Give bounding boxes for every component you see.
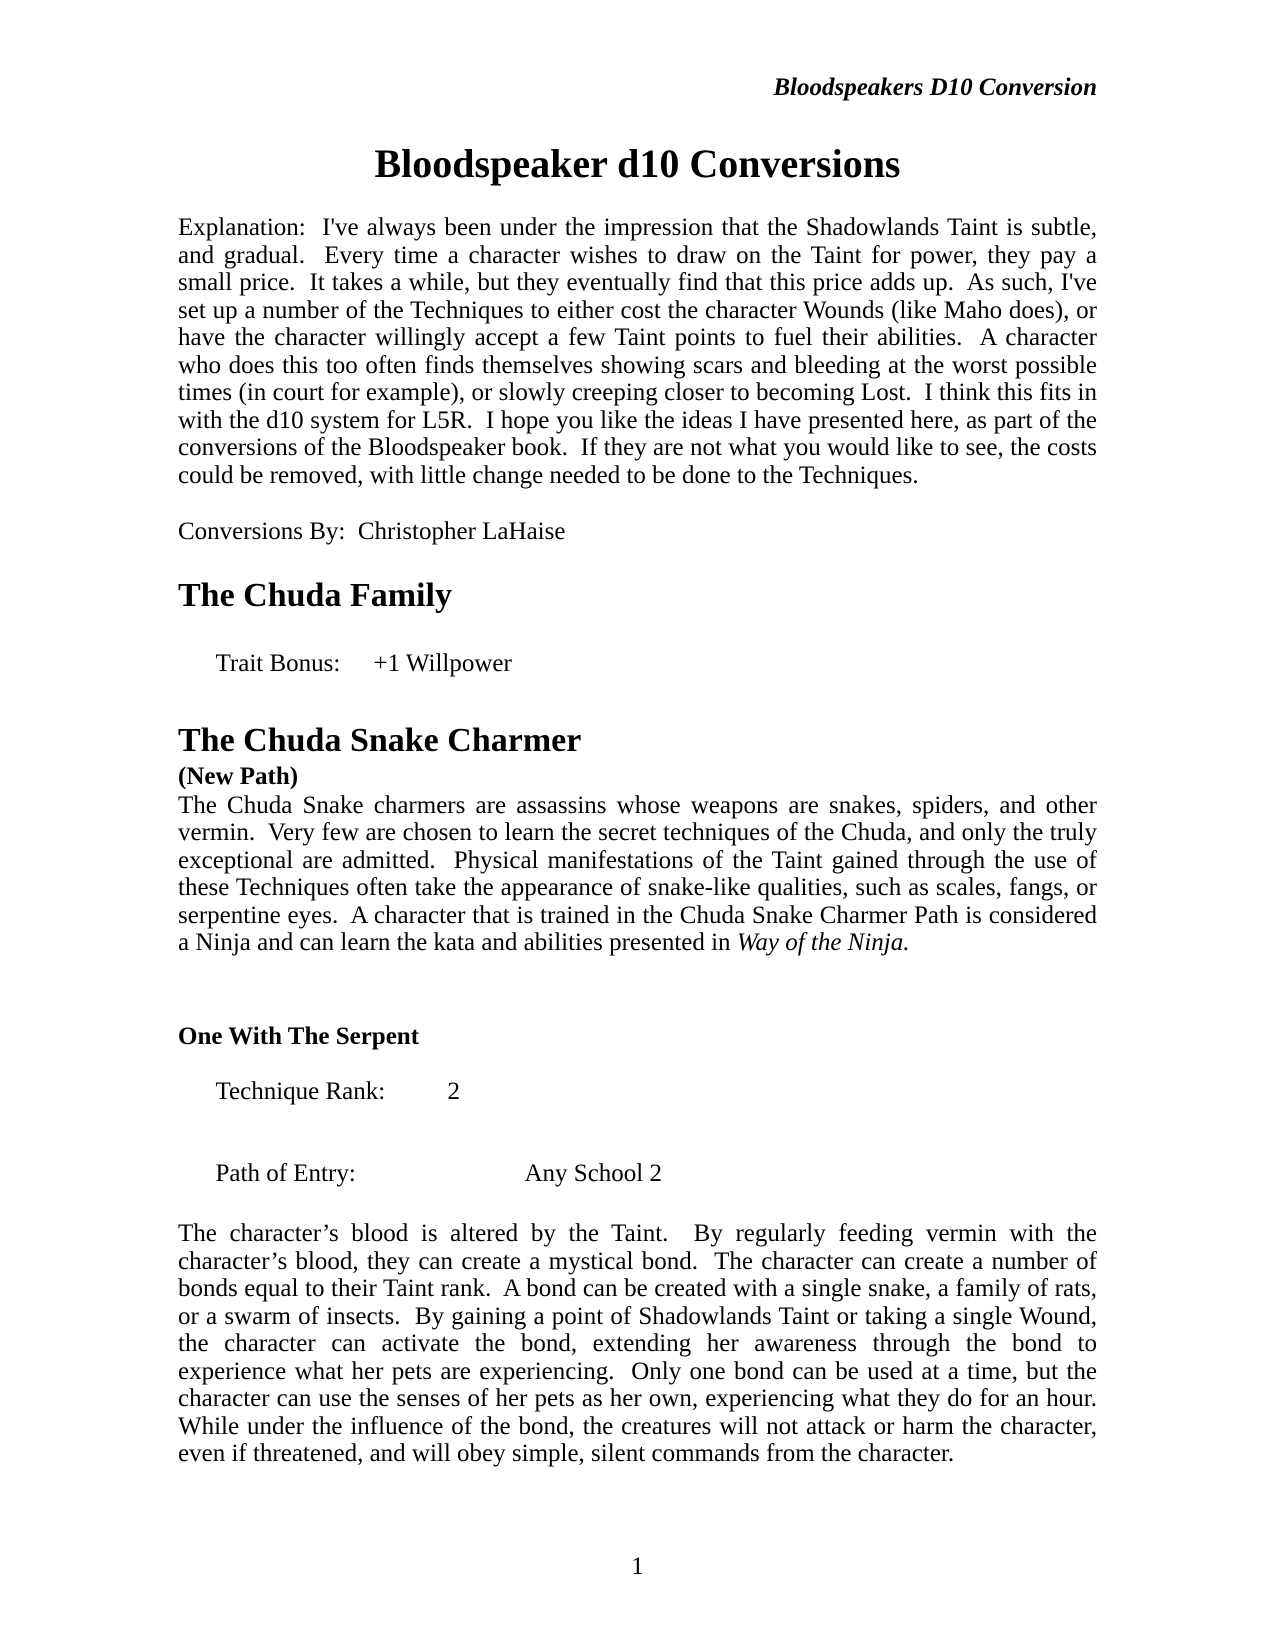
- new-path-subtitle: (New Path): [178, 763, 299, 790]
- path-of-entry-label: Path of Entry:: [215, 1160, 356, 1187]
- book-title-italic: Way of the Ninja.: [736, 929, 910, 956]
- snake-charmer-paragraph: [178, 791, 1104, 957]
- path-of-entry-value: Any School 2: [524, 1160, 662, 1187]
- path-of-entry-row: [178, 1133, 1097, 1216]
- document-content: [178, 0, 1110, 1468]
- technique-paragraph: The character’s blood is altered by the Taint. By regularly feeding vermin with the character’s blood, they can create a mystical bond. The character can create a number of bonds equal to their Taint rank. A bond can be created with a single snake, a family of rats, or a swarm of insects. By gaining a point of Shadowlands Taint or taking a single Wound, the character can activate the bond, extending her awareness through the bond to experience what her pets are experiencing. Only one bond can be used at a time, but the character can use the senses of her pets as her own, experiencing what they do for an hour. While under the influence of the bond, the creatures will not attack or harm the character, even if threatened, and will obey simple, silent commands from the character.: [178, 1220, 1110, 1467]
- technique-rank-row: [178, 1050, 1097, 1133]
- section-heading-chuda-family: The Chuda Family: [178, 576, 452, 614]
- intro-paragraph: Explanation: I've always been under the impression that the Shadowlands Taint is subtle, and gradual. Every time a character wishes to draw on the Taint for power, they pay a small price. It takes a while, but they eventually find that this price adds up. As such, I've set up a number of the Techniques to either cost the character Wounds (like Maho does), or have the character willingly accept a few Taint points to fuel their abilities. A character who does this too often finds themselves showing scars and bleeding at the worst possible times (in court for example), or slowly creeping closer to becoming Lost. I think this fits in with the d10 system for L5R. I hope you like the ideas I have presented here, as part of the conversions of the Bloodspeaker book. If they are not what you would like to see, the costs could be removed, with little change needed to be done to the Techniques.: [178, 214, 1104, 489]
- running-head: Bloodspeakers D10 Conversion: [773, 74, 1097, 101]
- trait-bonus-value: +1 Willpower: [373, 650, 512, 677]
- technique-heading-one-with-serpent: One With The Serpent: [178, 1022, 420, 1050]
- trait-bonus-label: Trait Bonus:: [215, 650, 341, 677]
- byline: Conversions By: Christopher LaHaise: [178, 518, 566, 545]
- trait-bonus-row: [178, 623, 1097, 706]
- technique-rank-value: 2: [447, 1077, 460, 1105]
- section-heading-snake-charmer: The Chuda Snake Charmer: [178, 722, 582, 759]
- document-title: Bloodspeaker d10 Conversions: [374, 141, 901, 186]
- technique-rank-label: Technique Rank:: [215, 1077, 386, 1105]
- snake-charmer-paragraph-text: The Chuda Snake charmers are assassins whose weapons are snakes, spiders, and other vermin. Very few are chosen to learn the secret techniques of the Chuda, and only the truly exceptional are admitted. Physical manifestations of the Taint gained through the use of these Techniques often take the appearance of snake-like qualities, such as scales, fangs, or serpentine eyes. A character that is trained in the Chuda Snake Charmer Path is considered a Ninja and can learn the kata and abilities presented in: [178, 791, 1104, 956]
- page-number: 1: [631, 1553, 644, 1580]
